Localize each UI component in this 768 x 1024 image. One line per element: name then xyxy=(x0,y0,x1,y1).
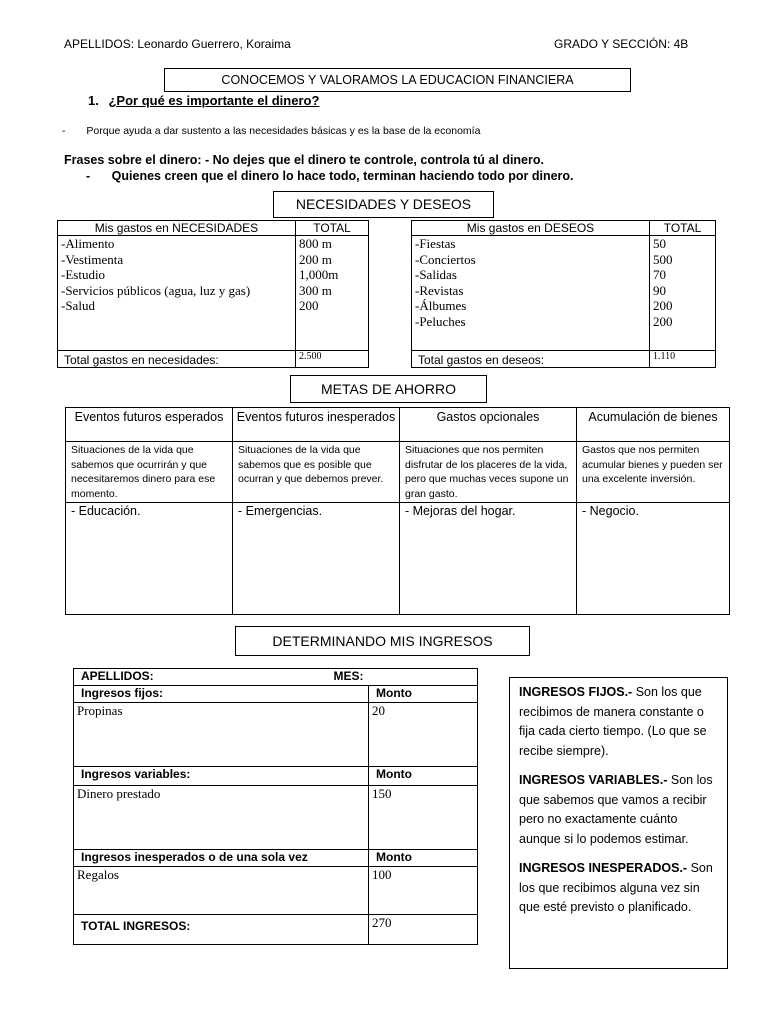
ingresos-title xyxy=(235,626,530,656)
frases-bullet: - xyxy=(86,169,91,183)
monto-header: Monto xyxy=(369,686,478,703)
list-item: -Peluches xyxy=(415,313,466,329)
grade-section xyxy=(554,37,688,51)
definition-fijos xyxy=(519,683,718,761)
necesidades-total-label: Total gastos en necesidades: xyxy=(58,351,296,368)
necesidades-amounts xyxy=(296,236,369,351)
definition-term: INGRESOS VARIABLES.- xyxy=(519,773,668,787)
definition-text: Son los que recibimos de manera constante o fija cada cierto tiempo. (Lo que se recibe siempre). xyxy=(519,685,707,758)
amount: 200 xyxy=(653,313,673,329)
amount: 70 xyxy=(653,267,666,282)
question xyxy=(88,93,319,108)
amount: 200 xyxy=(299,298,319,313)
fijos-amount: 20 xyxy=(369,703,478,767)
deseos-total-header: TOTAL xyxy=(650,221,716,236)
total-ingresos-label: TOTAL INGRESOS: xyxy=(74,915,369,945)
monto-header: Monto xyxy=(369,850,478,867)
necesidades-deseos-title xyxy=(273,191,494,218)
amount: 50 xyxy=(653,236,666,251)
list-item: -Salud xyxy=(61,298,95,313)
amount: 90 xyxy=(653,282,666,298)
apellidos-value: Leonardo Guerrero, Koraima xyxy=(137,37,291,51)
inesperados-label: Ingresos inesperados o de una sola vez xyxy=(74,850,369,867)
definition-text: Son los que recibimos alguna vez sin que esté previsto o planificado. xyxy=(519,861,713,914)
list-item: -Revistas xyxy=(415,282,464,298)
necesidades-table xyxy=(57,220,369,368)
list-item: -Servicios públicos (agua, luz y gas) xyxy=(61,282,251,298)
ingresos-apellidos-label: APELLIDOS: xyxy=(81,669,154,683)
amount: 300 m xyxy=(299,282,332,298)
deseos-table xyxy=(411,220,716,368)
necesidades-total-value: 2.500 xyxy=(296,351,369,368)
deseos-total-value: 1.110 xyxy=(650,351,716,368)
question-number: 1. xyxy=(88,93,99,108)
frases-line1: - No dejes que el dinero te controle, controla tú al dinero. xyxy=(205,153,544,167)
metas-header: Acumulación de bienes xyxy=(577,408,730,442)
ingresos-mes-label: MES: xyxy=(333,669,364,683)
ingresos-apellidos-row xyxy=(74,669,478,686)
metas-value: - Emergencias. xyxy=(233,503,400,615)
variables-item: Dinero prestado xyxy=(74,786,369,850)
main-title-text: CONOCEMOS Y VALORAMOS LA EDUCACION FINANCIERA xyxy=(221,73,574,87)
metas-title-text: METAS DE AHORRO xyxy=(320,381,457,397)
list-item: -Fiestas xyxy=(415,236,456,251)
deseos-amounts xyxy=(650,236,716,351)
list-item: -Salidas xyxy=(415,267,457,282)
answer-text: Porque ayuda a dar sustento a las necesidades básicas y es la base de la economía xyxy=(86,125,481,137)
monto-header: Monto xyxy=(369,767,478,786)
inesperados-amount: 100 xyxy=(369,867,478,915)
frases-second xyxy=(86,169,574,183)
metas-header: Eventos futuros esperados xyxy=(66,408,233,442)
frases-line2: Quienes creen que el dinero lo hace todo, terminan haciendo todo por dinero. xyxy=(111,169,574,183)
frases xyxy=(64,153,544,167)
grado-label: GRADO Y SECCIÓN: xyxy=(554,37,671,51)
amount: 200 m xyxy=(299,251,332,267)
answer xyxy=(62,125,480,137)
ingresos-title-text: DETERMINANDO MIS INGRESOS xyxy=(272,633,493,649)
necesidades-items xyxy=(58,236,296,351)
variables-label: Ingresos variables: xyxy=(74,767,369,786)
fijos-label: Ingresos fijos: xyxy=(74,686,369,703)
apellidos-label: APELLIDOS: xyxy=(64,37,135,51)
deseos-header: Mis gastos en DESEOS xyxy=(412,221,650,236)
metas-value: - Mejoras del hogar. xyxy=(400,503,577,615)
answer-bullet: - xyxy=(62,125,66,137)
definition-text: Son los que sabemos que vamos a recibir pero no exactamente cuánto aunque si lo podemos estimar. xyxy=(519,773,713,846)
definition-term: INGRESOS FIJOS.- xyxy=(519,685,633,699)
frases-label: Frases sobre el dinero: xyxy=(64,153,202,167)
list-item: -Álbumes xyxy=(415,298,467,313)
metas-table xyxy=(65,407,730,615)
amount: 200 xyxy=(653,298,673,313)
main-title xyxy=(164,68,631,92)
definition-variables xyxy=(519,771,718,849)
necesidades-deseos-title-text: NECESIDADES Y DESEOS xyxy=(295,196,472,212)
metas-header: Eventos futuros inesperados xyxy=(233,408,400,442)
ingresos-table xyxy=(73,668,478,945)
amount: 1,000m xyxy=(299,267,339,282)
definition-term: INGRESOS INESPERADOS.- xyxy=(519,861,688,875)
list-item: -Vestimenta xyxy=(61,251,124,267)
list-item: -Estudio xyxy=(61,267,106,282)
metas-description: Gastos que nos permiten acumular bienes y pueden ser una excelente inversión. xyxy=(577,442,730,503)
definition-inesperados xyxy=(519,859,718,918)
metas-title xyxy=(290,375,487,403)
amount: 500 xyxy=(653,251,673,267)
necesidades-header: Mis gastos en NECESIDADES xyxy=(58,221,296,236)
grado-value: 4B xyxy=(673,37,689,51)
inesperados-item: Regalos xyxy=(74,867,369,915)
list-item: -Conciertos xyxy=(415,251,476,267)
deseos-total-label: Total gastos en deseos: xyxy=(412,351,650,368)
variables-amount: 150 xyxy=(369,786,478,850)
metas-value: - Educación. xyxy=(66,503,233,615)
deseos-items xyxy=(412,236,650,351)
student-name xyxy=(64,37,291,51)
metas-value: - Negocio. xyxy=(577,503,730,615)
definitions-box xyxy=(509,677,728,969)
question-text: ¿Por qué es importante el dinero? xyxy=(108,93,320,108)
fijos-item: Propinas xyxy=(74,703,369,767)
amount: 800 m xyxy=(299,236,332,251)
necesidades-total-header: TOTAL xyxy=(296,221,369,236)
list-item: -Alimento xyxy=(61,236,115,251)
metas-description: Situaciones de la vida que sabemos que es posible que ocurran y que debemos prever. xyxy=(233,442,400,503)
metas-description: Situaciones que nos permiten disfrutar de los placeres de la vida, pero que muchas veces supone un gran gasto. xyxy=(400,442,577,503)
metas-description: Situaciones de la vida que sabemos que ocurrirán y que necesitaremos dinero para ese momento. xyxy=(66,442,233,503)
total-ingresos-value: 270 xyxy=(369,915,478,945)
metas-header: Gastos opcionales xyxy=(400,408,577,442)
